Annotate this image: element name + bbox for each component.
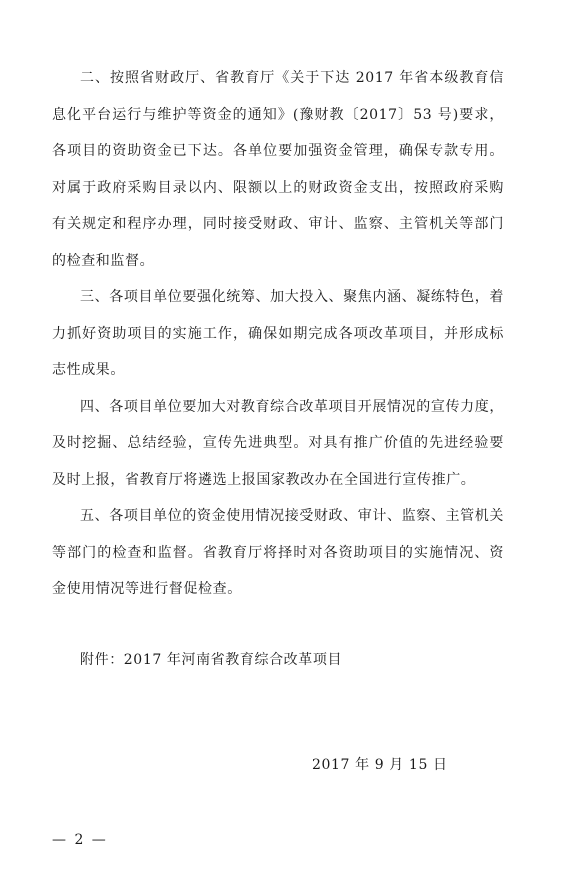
page-number: — 2 — [52,832,108,848]
paragraph-implementation: 三、各项目单位要强化统筹、加大投入、聚焦内涵、凝练特色，着力抓好资助项目的实施工作，确保如期完成各项改革项目，并形成标志性成果。 [52,289,504,378]
attachment-line: 附件：2017 年河南省教育综合改革项目 [80,652,343,668]
document-body [52,60,504,608]
paragraph-publicity: 四、各项目单位要加大对教育综合改革项目开展情况的宣传力度，及时挖掘、总结经验，宣传先进典型。对具有推广价值的先进经验要及时上报，省教育厅将遴选上报国家教改办在全国进行宣传推广。 [52,398,504,488]
paragraph-funding-notice: 二、按照省财政厅、省教育厅《关于下达 2017 年省本级教育信息化平台运行与维护等资金的通知》(豫财教〔2017〕53 号)要求，各项目的资助资金已下达。各单位要加强资金管理，确保专款专用。对属于政府采购目录以内、限额以上的财政资金支出，按照政府采购有关规定和程序办理，同时接受财政、审计、监察、主管机关等部门的检查和监督。 [52,70,504,269]
document-date: 2017 年 9 月 15 日 [312,757,448,773]
paragraph-supervision: 五、各项目单位的资金使用情况接受财政、审计、监察、主管机关等部门的检查和监督。省教育厅将择时对各资助项目的实施情况、资金使用情况等进行督促检查。 [52,508,504,597]
